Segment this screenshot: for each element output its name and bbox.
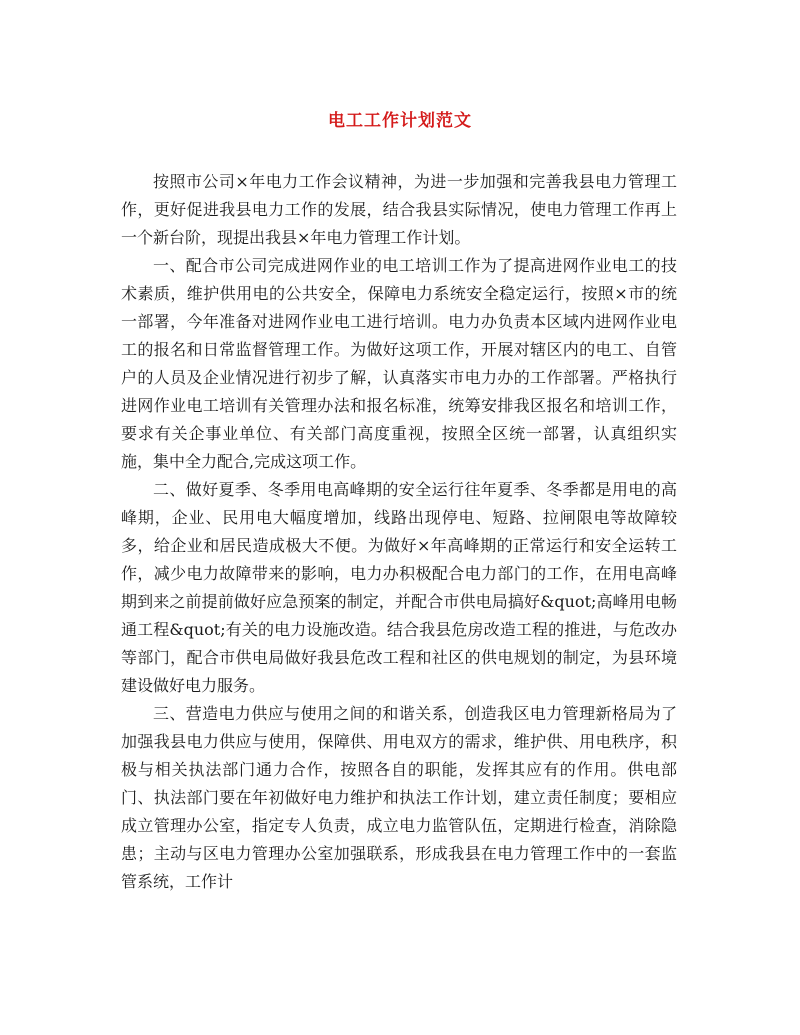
paragraph-section-2: 二、做好夏季、冬季用电高峰期的安全运行往年夏季、冬季都是用电的高峰期，企业、民用电大幅度增加，线路出现停电、短路、拉闸限电等故障较多，给企业和居民造成极大不便。为做好×年高峰期的正常运行和安全运转工作，减少电力故障带来的影响，电力办积极配合电力部门的工作，在用电高峰期到来之前提前做好应急预案的制定，并配合市供电局搞好&quot;高峰用电畅通工程&quot;有关的电力设施改造。结合我县危房改造工程的推进，与危改办等部门，配合市供电局做好我县危改工程和社区的供电规划的制定，为县环境建设做好电力服务。 bbox=[121, 480, 677, 695]
paragraph-intro: 按照市公司×年电力工作会议精神，为进一步加强和完善我县电力管理工作，更好促进我县电力工作的发展，结合我县实际情况，使电力管理工作再上一个新台阶，现提出我县×年电力管理工作计划。 bbox=[121, 172, 677, 247]
document-title: 电工工作计划范文 bbox=[328, 111, 472, 131]
document-body bbox=[121, 168, 677, 896]
paragraph-section-1: 一、配合市公司完成进网作业的电工培训工作为了提高进网作业电工的技术素质，维护供用电的公共安全，保障电力系统安全稳定运行，按照×市的统一部署，今年准备对进网作业电工进行培训。电力办负责本区域内进网作业电工的报名和日常监督管理工作。为做好这项工作，开展对辖区内的电工、自管户的人员及企业情况进行初步了解，认真落实市电力办的工作部署。严格执行进网作业电工培训有关管理办法和报名标准，统筹安排我区报名和培训工作，要求有关企事业单位、有关部门高度重视，按照全区统一部署，认真组织实施，集中全力配合,完成这项工作。 bbox=[121, 256, 677, 471]
paragraph-section-3: 三、营造电力供应与使用之间的和谐关系，创造我区电力管理新格局为了加强我县电力供应与使用，保障供、用电双方的需求，维护供、用电秩序，积极与相关执法部门通力合作，按照各自的职能，发挥其应有的作用。供电部门、执法部门要在年初做好电力维护和执法工作计划，建立责任制度；要相应成立管理办公室，指定专人负责，成立电力监管队伍，定期进行检查，消除隐患；主动与区电力管理办公室加强联系，形成我县在电力管理工作中的一套监管系统，工作计 bbox=[121, 704, 677, 891]
